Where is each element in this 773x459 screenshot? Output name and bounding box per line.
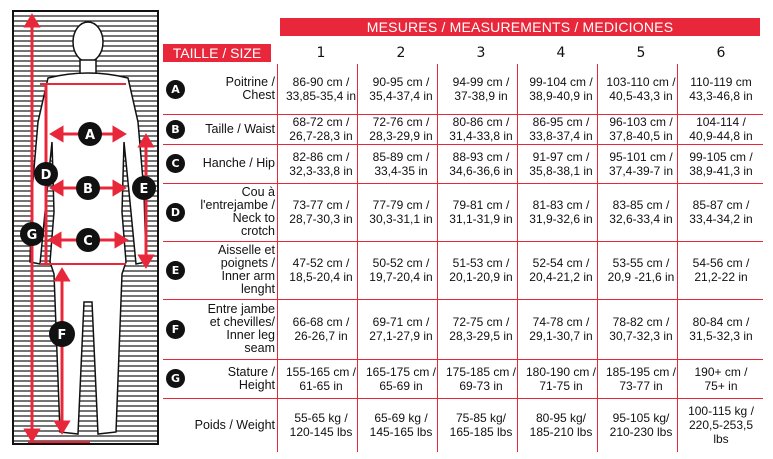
- row-label: Poitrine / Chest: [225, 75, 275, 102]
- table-cell: 81-83 cm / 31,9-32,6 in: [529, 198, 593, 226]
- table-cell: 75-85 kg/ 165-185 lbs: [449, 411, 513, 439]
- size-chart-table: [163, 16, 763, 452]
- marker-a-label: A: [84, 128, 96, 143]
- table-cell: 90-95 cm / 35,4-37,4 in: [369, 75, 433, 103]
- table-row: [163, 359, 763, 399]
- size-col-5: 5: [636, 45, 646, 61]
- table-cell: 80-84 cm / 31,5-32,3 in: [689, 315, 753, 343]
- table-row: [163, 299, 763, 360]
- table-cell: 47-52 cm / 18,5-20,4 in: [289, 256, 353, 284]
- table-cell: 85-87 cm / 33,4-34,2 in: [689, 198, 753, 226]
- row-badge-g: G: [166, 369, 185, 388]
- size-col-4: 4: [556, 45, 566, 61]
- table-cell: 86-95 cm / 33,8-37,4 in: [529, 115, 593, 143]
- table-cell: 99-104 cm / 38,9-40,9 in: [529, 75, 593, 103]
- table-row: [163, 398, 763, 452]
- row-badge-a: A: [166, 80, 185, 99]
- table-row: [163, 241, 763, 300]
- table-cell: 80-86 cm / 31,4-33,8 in: [449, 115, 513, 143]
- table-cell: 66-68 cm / 26-26,7 in: [292, 315, 350, 343]
- table-row: [163, 183, 763, 242]
- row-badge-b: B: [166, 120, 185, 139]
- table-cell: 52-54 cm / 20,4-21,2 in: [529, 256, 593, 284]
- table-cell: 155-165 cm / 61-65 in: [285, 364, 357, 393]
- table-cell: 165-175 cm / 65-69 in: [365, 364, 437, 393]
- table-cell: 103-110 cm / 40,5-43,3 in: [606, 75, 676, 103]
- table-cell: 95-101 cm / 37,4-39-7 in: [608, 149, 674, 178]
- size-header: TAILLE / SIZE: [163, 44, 271, 62]
- table-cell: 190+ cm / 75+ in: [694, 364, 748, 393]
- table-cell: 65-69 kg / 145-165 lbs: [369, 411, 433, 439]
- marker-d-label: D: [40, 168, 52, 183]
- table-cell: 104-114 / 40,9-44,8 in: [689, 115, 753, 143]
- table-cell: 95-105 kg/ 210-230 lbs: [609, 411, 673, 439]
- table-cell: 68-72 cm / 26,7-28,3 in: [289, 115, 353, 143]
- table-cell: 51-53 cm / 20,1-20,9 in: [449, 256, 513, 284]
- marker-e-label: E: [139, 182, 149, 197]
- table-cell: 73-77 cm / 28,7-30,3 in: [289, 198, 353, 226]
- size-col-1: 1: [316, 45, 326, 61]
- marker-b-label: B: [83, 182, 93, 197]
- table-cell: 94-99 cm / 37-38,9 in: [452, 75, 510, 103]
- marker-c-label: C: [83, 234, 93, 249]
- table-cell: 77-79 cm / 30,3-31,1 in: [369, 198, 433, 226]
- body-figure-svg: [14, 12, 159, 445]
- table-cell: 55-65 kg / 120-145 lbs: [289, 411, 353, 439]
- row-badge-c: C: [166, 154, 185, 173]
- measurements-banner: MESURES / MEASUREMENTS / MEDICIONES: [280, 18, 760, 36]
- row-badge-e: E: [166, 261, 185, 280]
- table-row: [163, 114, 763, 145]
- row-badge-f: F: [166, 320, 185, 339]
- row-label: Aisselle et poignets / Inner arm lenght: [218, 243, 275, 296]
- body-figure-panel: [12, 10, 159, 445]
- table-cell: 79-81 cm / 31,1-31,9 in: [449, 198, 513, 226]
- table-cell: 91-97 cm / 35,8-38,1 in: [529, 149, 593, 178]
- table-cell: 175-185 cm / 69-73 in: [445, 364, 517, 393]
- row-badge-d: D: [166, 203, 185, 222]
- size-col-2: 2: [396, 45, 406, 61]
- table-cell: 88-93 cm / 34,6-36,6 in: [449, 149, 513, 178]
- row-label: Entre jambe et chevilles/ Inner leg seam: [207, 302, 275, 355]
- size-col-6: 6: [716, 45, 726, 61]
- table-cell: 78-82 cm / 30,7-32,3 in: [609, 315, 673, 343]
- row-label: Poids / Weight: [194, 417, 275, 432]
- table-row: [163, 144, 763, 184]
- table-cell: 80-95 kg/ 185-210 lbs: [529, 411, 593, 439]
- table-cell: 86-90 cm / 33,85-35,4 in: [285, 75, 357, 103]
- marker-f-label: F: [57, 328, 67, 343]
- table-cell: 100-115 kg / 220,5-253,5 lbs: [688, 404, 754, 446]
- table-cell: 82-86 cm / 32,3-33,8 in: [289, 149, 353, 178]
- table-cell: 74-78 cm / 29,1-30,7 in: [529, 315, 593, 343]
- table-row: [163, 64, 763, 115]
- table-cell: 69-71 cm / 27,1-27,9 in: [369, 315, 433, 343]
- table-cell: 53-55 cm / 20,9 -21,6 in: [607, 256, 675, 284]
- marker-g-label: G: [26, 228, 38, 243]
- row-label: Cou à l'entrejambe / Neck to crotch: [200, 185, 275, 238]
- size-col-3: 3: [476, 45, 486, 61]
- table-cell: 50-52 cm / 19,7-20,4 in: [369, 256, 433, 284]
- row-label: Stature / Height: [227, 364, 275, 392]
- table-cell: 110-119 cm 43,3-46,8 in: [689, 75, 753, 103]
- table-cell: 83-85 cm / 32,6-33,4 in: [609, 198, 673, 226]
- table-cell: 54-56 cm / 21,2-22 in: [692, 256, 750, 284]
- row-label: Hanche / Hip: [202, 156, 275, 170]
- table-cell: 96-103 cm / 37,8-40,5 in: [609, 115, 673, 143]
- table-cell: 72-76 cm / 28,3-29,9 in: [369, 115, 433, 143]
- row-label: Taille / Waist: [205, 121, 275, 136]
- table-cell: 180-190 cm / 71-75 in: [525, 364, 597, 393]
- table-cell: 72-75 cm / 28,3-29,5 in: [449, 315, 513, 343]
- table-cell: 99-105 cm / 38,9-41,3 in: [689, 149, 753, 178]
- table-cell: 185-195 cm / 73-77 in: [605, 364, 677, 393]
- table-cell: 85-89 cm / 33,4-35 in: [372, 149, 430, 178]
